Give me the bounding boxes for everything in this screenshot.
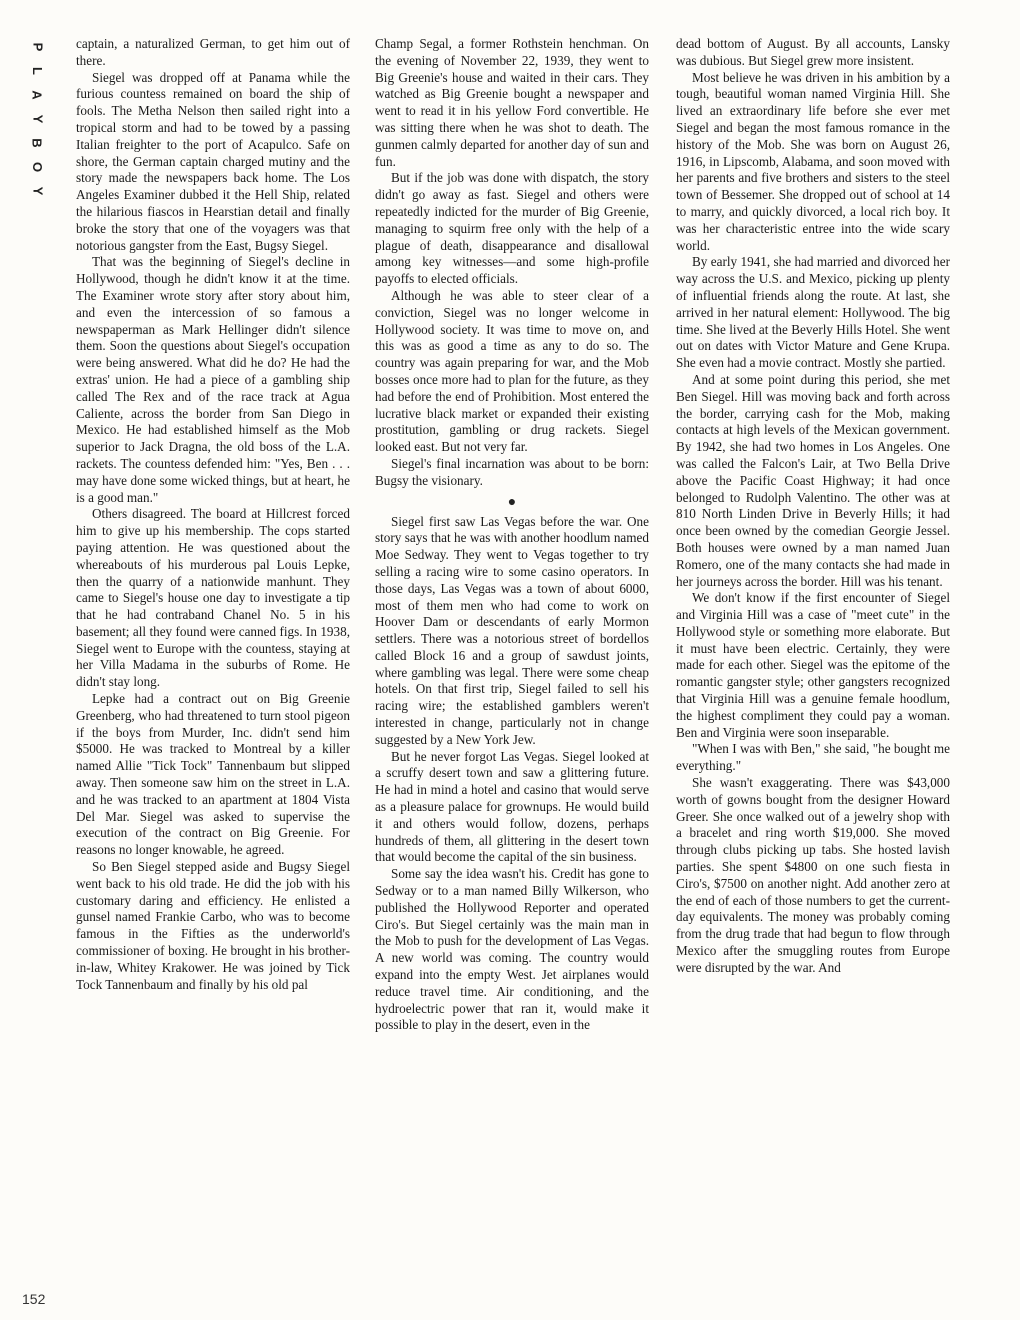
section-divider-bullet: ● — [507, 494, 517, 510]
masthead-letter: B — [29, 138, 45, 148]
masthead-letter: Y — [29, 186, 45, 196]
paragraph: Lepke had a contract out on Big Greenie Greenberg, who had threatened to turn stool pigeon if the boys from Murder, Inc. didn't send him $5000. He was tracked to Montreal by a killer named Allie "Tick Tock" Tannenbaum but slipped away. Then someone saw him on the street in L.A. and he was tracked to an apartment at 1804 Vista Del Mar. Siegel was asked to supervise the execution of the contract on Big Greenie. For reasons no longer knowable, he agreed. — [76, 691, 350, 858]
text-column-3 — [676, 36, 950, 977]
paragraph: She wasn't exaggerating. There was $43,000 worth of gowns bought from the designer Howard Greer. She once walked out of a jewelry shop with a bracelet and ring worth $19,000. She moved through clubs picking up tabs. She hosted lavish parties. She spent $4800 on one such fiesta in Ciro's, $7500 on another night. Add another zero at the end of each of those numbers to get the current-day equivalents. The money was probably coming from the drug trade that had begun to flow through Mexico after the smuggling routes from Europe were disrupted by the war. And — [676, 775, 950, 975]
paragraph: Siegel first saw Las Vegas before the war. One story says that he was with another hoodlum named Moe Sedway. They went to Vegas together to try selling a racing wire to some casino operators. In those days, Las Vegas was a town of about 6000, most of them men who had come to work on Hoover Dam or descendants of early Mormon settlers. There was a notorious street of bordellos called Block 16 and a group of sawdust joints, where gambling was legal. There were some cheap hotels. On that first trip, Siegel failed to sell his racing wire; the established gamblers weren't interested in change, particularly not in change suggested by a New York Jew. — [375, 513, 649, 747]
paragraph: But he never forgot Las Vegas. Siegel looked at a scruffy desert town and saw a glittering future. He had in mind a hotel and casino that would serve as a pleasure palace for grownups. He would build it and others would follow, dozens, perhaps hundreds of them, all glittering in the desert town that would become the capital of the sin business. — [375, 748, 649, 865]
paragraph: "When I was with Ben," she said, "he bought me everything." — [676, 741, 950, 774]
page-number: 152 — [22, 1291, 46, 1307]
paragraph: And at some point during this period, she met Ben Siegel. Hill was moving back and forth across the border, carrying cash for the Mob, making contacts at high levels of the Mexican government. By 1942, she had two homes in Los Angeles. One was called the Falcon's Lair, at Two Bella Drive above the Pacific Coast Highway; it had once belonged to Rudolph Valentino. The other was at 810 North Linden Drive in Beverly Hills; it had once been owned by the comedian Georgie Jessel. Both houses were owned by a man named Juan Romero, one of the many contacts she had made in her journeys across the border. Hill was his tenant. — [676, 371, 950, 589]
masthead-letter: P — [29, 42, 45, 52]
paragraph: Most believe he was driven in his ambition by a tough, beautiful woman named Virginia Hill. She lived an extraordinary life before she ever met Siegel and began the most famous romance in the history of the Mob. She was born on August 26, 1916, in Lipscomb, Alabama, and soon moved with her parents and five brothers and sisters to the steel town of Bessemer. She dropped out of school at 14 to marry, and quickly divorced, a local rich boy. It was her characteristic entree into the wide scary world. — [676, 69, 950, 253]
paragraph: dead bottom of August. By all accounts, Lansky was dubious. But Siegel grew more insistent. — [676, 36, 950, 68]
paragraph: But if the job was done with dispatch, the story didn't go away as fast. Siegel and others were repeatedly indicted for the murder of Big Greenie, managing to squirm free only with the help of a plague of death, disappearance and disallowal among key witnesses—and some high-profile payoffs to elected officials. — [375, 170, 649, 287]
paragraph: Others disagreed. The board at Hillcrest forced him to give up his membership. The cops started paying attention. He was questioned about the whereabouts of his murderous pal Louis Lepke, then the quarry of a nationwide manhunt. They came to Siegel's house one day to investigate a tip that he had contraband Chanel No. 5 in his basement; all they found were canned figs. In 1938, Siegel went to Europe with the countess, staying at her Villa Madama in the suburbs of Rome. He didn't stay long. — [76, 506, 350, 690]
paragraph: captain, a naturalized German, to get him out of there. — [76, 36, 350, 68]
paragraph: That was the beginning of Siegel's decline in Hollywood, though he didn't know it at the time. The Examiner wrote story after story about him, and even the intercession of so famous a newspaperman as Mark Hellinger didn't silence them. Soon the questions about Siegel's occupation were being answered. What did he do? He had the extras' union. He had a piece of a gambling ship called The Rex and of the race track at Agua Caliente, across the border from San Diego in Mexico. He had established himself as the Mob superior to Jack Dragna, the old boss of the L.A. rackets. The countess defended him: "Yes, Ben . . . may have done some wicked things, but at heart, he is a good man." — [76, 254, 350, 505]
paragraph: So Ben Siegel stepped aside and Bugsy Siegel went back to his old trade. He did the job with his customary daring and efficiency. He enlisted a gunsel named Frankie Carbo, who was to become famous in the Fifties as the underworld's commissioner of boxing. He brought in his brother-in-law, Whitey Krakower. He was joined by Tick Tock Tannenbaum and finally by his old pal — [76, 859, 350, 992]
masthead-letter: A — [29, 90, 45, 100]
paragraph: Siegel was dropped off at Panama while the furious countess remained on board the ship of fools. The Metha Nelson then sailed right into a tropical storm and had to be towed by a passing Italian freighter to the port of Acapulco. Safe on shore, the German captain charged mutiny and the story made the newspapers back home. The Los Angeles Examiner dubbed it the Hell Ship, related the hilarious fiascos in Hearstian detail and finally broke the story that one of the voyagers was that notorious gangster from the East, Bugsy Siegel. — [76, 69, 350, 253]
masthead-letter: O — [30, 161, 45, 173]
text-column-2 — [375, 36, 649, 1034]
paragraph: We don't know if the first encounter of Siegel and Virginia Hill was a case of "meet cute" in the Hollywood style or something more elaborate. But it must have been electric. Certainly, they were made for each other. Siegel was the epitome of the romantic gangster style; other gangsters recognized that Virginia Hill was a genuine female hoodlum, the highest compliment they could pay a woman. Ben and Virginia were soon inseparable. — [676, 590, 950, 740]
paragraph: Siegel's final incarnation was about to be born: Bugsy the visionary. — [375, 455, 649, 488]
paragraph: By early 1941, she had married and divorced her way across the U.S. and Mexico, picking up plenty of influential friends along the route. At last, she arrived in her natural element: Hollywood. The big time. She lived at the Beverly Hills Hotel. She went out on dates with Victor Mature and Gene Krupa. She even had a movie contract. Mostly she partied. — [676, 254, 950, 371]
masthead-letter: L — [29, 67, 45, 75]
masthead-letter: Y — [29, 114, 45, 124]
paragraph: Champ Segal, a former Rothstein henchman. On the evening of November 22, 1939, they went to Big Greenie's house and waited in their cars. They watched as Big Greenie bought a newspaper and went to read it in his yellow Ford convertible. He was sitting there when he was shot to death. The gunmen calmly departed for another day of sun and fun. — [375, 36, 649, 169]
paragraph: Some say the idea wasn't his. Credit has gone to Sedway or to a man named Billy Wilkerson, who published the Hollywood Reporter and operated Ciro's. But Siegel certainly was the main man in the Mob to push for the development of Las Vegas. A new world was coming. The country would expand into the empty West. Jet airplanes would reduce travel time. Air conditioning, and the hydroelectric power that ran it, would make it possible to play in the desert, even in the — [375, 866, 649, 1033]
paragraph: Although he was able to steer clear of a conviction, Siegel was no longer welcome in Hollywood society. It was time to move on, and this was as good a time as any to do so. The country was again preparing for war, and the Mob bosses once more had to plan for the future, as they had before the end of Prohibition. Most entered the lucrative black market or expanded their existing prostitution, gambling or drug rackets. Siegel looked east. But not very far. — [375, 287, 649, 455]
playboy-masthead — [26, 40, 48, 198]
text-column-1 — [76, 36, 350, 993]
